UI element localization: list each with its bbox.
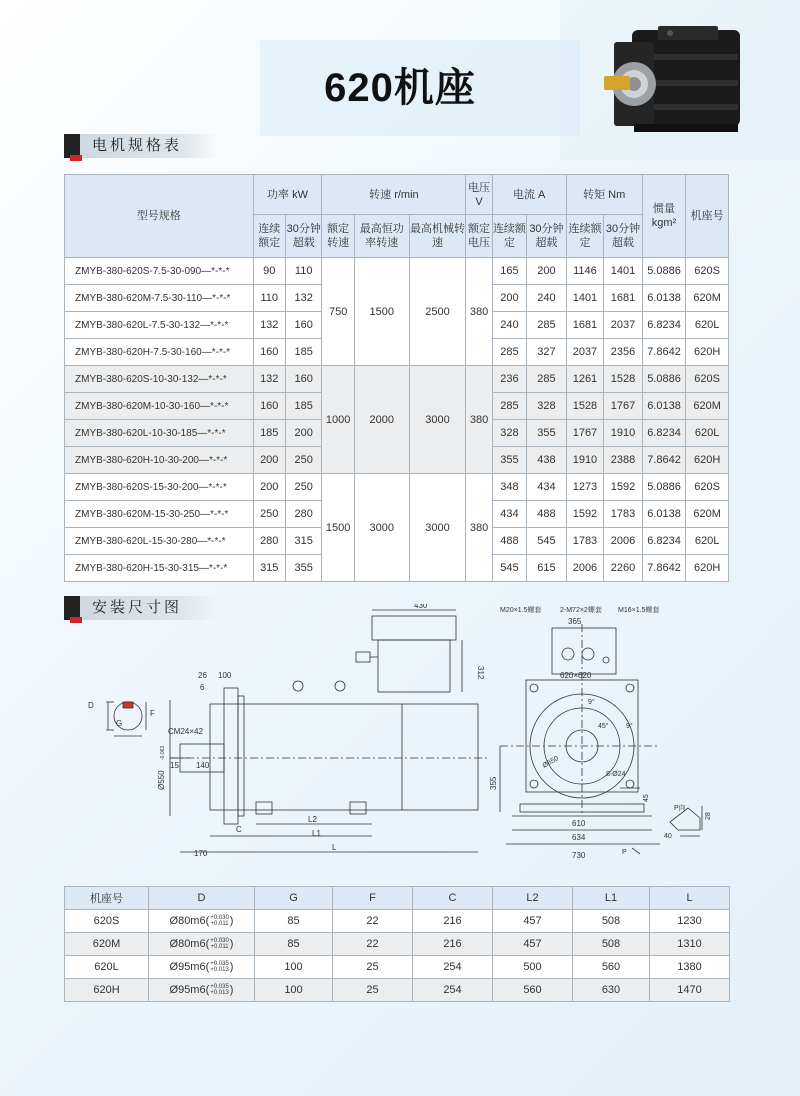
- cell-power-30: 185: [285, 339, 322, 366]
- cell-current-cont: 236: [492, 366, 526, 393]
- cell-l1: 560: [573, 956, 650, 979]
- cell-voltage: 380: [466, 366, 492, 474]
- cell-power-cont: 250: [253, 501, 285, 528]
- spec-table-body: [65, 258, 729, 582]
- cell-inertia: 6.8234: [642, 528, 686, 555]
- cell-rated-speed: 1000: [322, 366, 354, 474]
- cell-inertia: 5.0886: [642, 258, 686, 285]
- cell-torque-cont: 1401: [566, 285, 604, 312]
- cell-model: ZMYB-380-620L-10-30-185—*-*-*: [65, 420, 254, 447]
- cell-torque-cont: 1592: [566, 501, 604, 528]
- header-torque: 转矩 Nm: [566, 175, 642, 215]
- cell-l2: 457: [493, 910, 573, 933]
- header-power-30: 30分钟超载: [285, 215, 322, 258]
- table-row: [65, 366, 729, 393]
- cell-torque-30: 1910: [604, 420, 643, 447]
- dim-key-f: F: [150, 709, 155, 718]
- cell-power-30: 250: [285, 474, 322, 501]
- cell-f: 22: [333, 910, 413, 933]
- end-view: [500, 624, 702, 854]
- header-torque-30: 30分钟超载: [604, 215, 643, 258]
- cell-torque-30: 2388: [604, 447, 643, 474]
- section-title: 电机规格表: [80, 134, 218, 158]
- cell-rated-speed: 1500: [322, 474, 354, 582]
- header-frame: 机座号: [686, 175, 729, 258]
- cell-max-const-power: 2000: [354, 366, 409, 474]
- cell-inertia: 6.8234: [642, 312, 686, 339]
- cell-current-cont: 285: [492, 339, 526, 366]
- cell-max-mech: 2500: [409, 258, 466, 366]
- cell-current-cont: 328: [492, 420, 526, 447]
- header-max-mech: 最高机械转速: [409, 215, 466, 258]
- installation-drawing: [60, 604, 740, 874]
- dimension-table: [64, 886, 730, 1002]
- dimension-table-body: [65, 910, 730, 1002]
- dim-15: 15: [170, 761, 179, 770]
- motor-photo: [604, 24, 744, 134]
- header-max-const-power: 最高恒功率转速: [354, 215, 409, 258]
- cell-power-cont: 185: [253, 420, 285, 447]
- cell-model: ZMYB-380-620L-15-30-280—*-*-*: [65, 528, 254, 555]
- cell-frame: 620S: [686, 366, 729, 393]
- angle-9b: 9°: [626, 723, 633, 730]
- d-nominal: Ø80m6(: [169, 914, 210, 927]
- cell-frame: 620S: [65, 910, 149, 933]
- cell-torque-cont: 1783: [566, 528, 604, 555]
- cell-power-cont: 200: [253, 447, 285, 474]
- cell-inertia: 7.8642: [642, 555, 686, 582]
- d-tolerance: [210, 915, 229, 927]
- dim-634: 634: [572, 833, 586, 842]
- cell-model: ZMYB-380-620M-15-30-250—*-*-*: [65, 501, 254, 528]
- dim-365: 365: [568, 617, 582, 626]
- label-m20: M20×1.5螺套: [500, 607, 542, 614]
- dim-dia550: Ø550: [157, 770, 166, 790]
- header-rated-voltage: 额定电压: [466, 215, 492, 258]
- cell-power-30: 200: [285, 420, 322, 447]
- cell-voltage: 380: [466, 258, 492, 366]
- cell-torque-cont: 1273: [566, 474, 604, 501]
- d-tol-lower: +0.011: [210, 921, 229, 928]
- dim-header: F: [333, 887, 413, 910]
- cell-current-30: 434: [527, 474, 567, 501]
- dim-l2: L2: [308, 815, 317, 824]
- cell-current-cont: 355: [492, 447, 526, 474]
- label-m72: 2-M72×2螺套: [560, 607, 602, 614]
- cell-current-cont: 240: [492, 312, 526, 339]
- dim-holes: 8-Ø24: [606, 771, 626, 778]
- cell-max-const-power: 3000: [354, 474, 409, 582]
- cell-g: 85: [255, 933, 333, 956]
- cell-torque-30: 1401: [604, 258, 643, 285]
- header-power: 功率 kW: [253, 175, 322, 215]
- cell-torque-30: 2037: [604, 312, 643, 339]
- cell-g: 100: [255, 956, 333, 979]
- header-inertia: 惯量 kgm²: [642, 175, 686, 258]
- cell-inertia: 6.0138: [642, 501, 686, 528]
- d-tolerance: [210, 938, 229, 950]
- cell-max-mech: 3000: [409, 366, 466, 474]
- d-tol-lower: +0.011: [210, 944, 229, 951]
- cell-current-cont: 285: [492, 393, 526, 420]
- cell-power-30: 132: [285, 285, 322, 312]
- d-close: ): [229, 983, 234, 996]
- table-row: [65, 910, 730, 933]
- cell-model: ZMYB-380-620S-10-30-132—*-*-*: [65, 366, 254, 393]
- cell-current-30: 200: [527, 258, 567, 285]
- cell-power-cont: 132: [253, 366, 285, 393]
- cell-torque-cont: 1146: [566, 258, 604, 285]
- cell-power-30: 110: [285, 258, 322, 285]
- cell-frame: 620L: [686, 312, 729, 339]
- label-p: P: [622, 849, 627, 856]
- dim-l1: L1: [312, 829, 321, 838]
- cell-torque-cont: 1910: [566, 447, 604, 474]
- header-model: 型号规格: [65, 175, 254, 258]
- cell-torque-30: 2260: [604, 555, 643, 582]
- cell-model: ZMYB-380-620M-10-30-160—*-*-*: [65, 393, 254, 420]
- cell-frame: 620H: [65, 979, 149, 1002]
- cell-c: 216: [413, 910, 493, 933]
- table-row: [65, 474, 729, 501]
- dim-key-g: G: [116, 719, 123, 728]
- cell-c: 254: [413, 979, 493, 1002]
- cell-max-const-power: 1500: [354, 258, 409, 366]
- cell-power-cont: 315: [253, 555, 285, 582]
- dim-100: 100: [218, 671, 232, 680]
- dim-26: 26: [198, 671, 207, 680]
- cell-f: 22: [333, 933, 413, 956]
- cell-voltage: 380: [466, 474, 492, 582]
- cell-torque-30: 1681: [604, 285, 643, 312]
- cell-torque-30: 2356: [604, 339, 643, 366]
- cell-l: 1310: [650, 933, 730, 956]
- header-current-cont: 连续额定: [492, 215, 526, 258]
- d-tol-upper: +0.035: [210, 984, 229, 991]
- motor-body: [210, 704, 478, 810]
- d-tolerance: [210, 984, 229, 996]
- dim-6: 6: [200, 683, 205, 692]
- cell-g: 100: [255, 979, 333, 1002]
- cell-power-30: 355: [285, 555, 322, 582]
- table-row: [65, 979, 730, 1002]
- cell-power-30: 280: [285, 501, 322, 528]
- cell-l1: 508: [573, 933, 650, 956]
- cell-torque-30: 1783: [604, 501, 643, 528]
- dim-40: 40: [664, 833, 672, 840]
- cell-current-30: 285: [527, 366, 567, 393]
- cell-frame: 620L: [65, 956, 149, 979]
- header-speed: 转速 r/min: [322, 175, 466, 215]
- cell-rated-speed: 750: [322, 258, 354, 366]
- dim-355: 355: [489, 776, 498, 790]
- dim-620x620: 620×620: [560, 671, 592, 680]
- cell-power-cont: 110: [253, 285, 285, 312]
- dim-thread: CM24×42: [168, 727, 203, 736]
- spec-table: [64, 174, 729, 582]
- cell-torque-30: 1592: [604, 474, 643, 501]
- label-p-dir: P向: [674, 805, 686, 812]
- dim-l: L: [332, 843, 337, 852]
- dim-28: 28: [705, 812, 712, 820]
- cell-model: ZMYB-380-620M-7.5-30-110—*-*-*: [65, 285, 254, 312]
- d-tol-upper: +0.035: [210, 961, 229, 968]
- dim-140: 140: [196, 761, 210, 770]
- terminal-box-end: [552, 628, 616, 674]
- d-tol-lower: +0.013: [210, 967, 229, 974]
- dim-header: L2: [493, 887, 573, 910]
- cell-current-cont: 200: [492, 285, 526, 312]
- cell-g: 85: [255, 910, 333, 933]
- cell-l: 1380: [650, 956, 730, 979]
- cell-d: [149, 979, 255, 1002]
- header-current: 电流 A: [492, 175, 566, 215]
- angle-9a: 9°: [588, 699, 595, 706]
- cell-torque-cont: 1528: [566, 393, 604, 420]
- cell-inertia: 6.0138: [642, 393, 686, 420]
- cell-l: 1470: [650, 979, 730, 1002]
- cell-frame: 620M: [65, 933, 149, 956]
- dim-header: G: [255, 887, 333, 910]
- header-torque-cont: 连续额定: [566, 215, 604, 258]
- cell-torque-cont: 2037: [566, 339, 604, 366]
- dim-610: 610: [572, 819, 586, 828]
- cell-frame: 620L: [686, 420, 729, 447]
- d-tol-lower: +0.013: [210, 990, 229, 997]
- cell-current-30: 240: [527, 285, 567, 312]
- cell-torque-30: 1528: [604, 366, 643, 393]
- dim-730: 730: [572, 851, 586, 860]
- dim-c: C: [236, 825, 242, 834]
- cell-inertia: 5.0886: [642, 474, 686, 501]
- dim-header: L: [650, 887, 730, 910]
- dim-header: 机座号: [65, 887, 149, 910]
- cell-power-30: 250: [285, 447, 322, 474]
- d-nominal: Ø95m6(: [169, 960, 210, 973]
- cell-max-mech: 3000: [409, 474, 466, 582]
- terminal-box: [378, 640, 450, 692]
- cell-model: ZMYB-380-620L-7.5-30-132—*-*-*: [65, 312, 254, 339]
- cell-frame: 620H: [686, 555, 729, 582]
- cell-l2: 500: [493, 956, 573, 979]
- cell-current-30: 438: [527, 447, 567, 474]
- header-rated-speed: 额定转速: [322, 215, 354, 258]
- cell-torque-cont: 1261: [566, 366, 604, 393]
- section-header-spec: [64, 134, 218, 158]
- dimension-table-header: [65, 887, 730, 910]
- cell-f: 25: [333, 979, 413, 1002]
- dim-dia650: Ø650: [541, 755, 560, 770]
- cell-torque-30: 1767: [604, 393, 643, 420]
- dim-45: 45: [643, 794, 650, 802]
- cell-current-30: 355: [527, 420, 567, 447]
- cell-model: ZMYB-380-620H-10-30-200—*-*-*: [65, 447, 254, 474]
- cell-power-cont: 280: [253, 528, 285, 555]
- page-title: 620机座: [324, 66, 476, 110]
- cell-d: [149, 933, 255, 956]
- front-flange: [224, 688, 238, 824]
- cell-power-cont: 132: [253, 312, 285, 339]
- cell-power-cont: 160: [253, 339, 285, 366]
- side-view: [106, 610, 490, 852]
- cell-power-cont: 90: [253, 258, 285, 285]
- table-row: [65, 258, 729, 285]
- header-power-cont: 连续额定: [253, 215, 285, 258]
- dim-header: C: [413, 887, 493, 910]
- cell-current-30: 615: [527, 555, 567, 582]
- cell-current-30: 327: [527, 339, 567, 366]
- cell-d: [149, 956, 255, 979]
- cell-frame: 620H: [686, 447, 729, 474]
- cell-l: 1230: [650, 910, 730, 933]
- section-title: 安装尺寸图: [80, 596, 218, 620]
- d-close: ): [229, 960, 234, 973]
- cell-power-30: 160: [285, 312, 322, 339]
- cell-inertia: 7.8642: [642, 447, 686, 474]
- cell-current-30: 285: [527, 312, 567, 339]
- cell-d: [149, 910, 255, 933]
- cell-frame: 620M: [686, 285, 729, 312]
- cell-frame: 620S: [686, 258, 729, 285]
- header-current-30: 30分钟超载: [527, 215, 567, 258]
- cell-current-30: 488: [527, 501, 567, 528]
- cell-l1: 630: [573, 979, 650, 1002]
- dim-312: 312: [476, 666, 485, 680]
- dim-header: L1: [573, 887, 650, 910]
- cell-current-cont: 488: [492, 528, 526, 555]
- cell-current-cont: 348: [492, 474, 526, 501]
- header-voltage: 电压 V: [466, 175, 492, 215]
- cell-l1: 508: [573, 910, 650, 933]
- dim-key-d: D: [88, 701, 94, 710]
- cell-torque-30: 2006: [604, 528, 643, 555]
- cell-c: 254: [413, 956, 493, 979]
- cell-frame: 620M: [686, 393, 729, 420]
- cell-frame: 620S: [686, 474, 729, 501]
- cell-l2: 560: [493, 979, 573, 1002]
- cell-frame: 620H: [686, 339, 729, 366]
- angle-45: 45°: [598, 723, 609, 730]
- cell-model: ZMYB-380-620S-15-30-200—*-*-*: [65, 474, 254, 501]
- cell-model: ZMYB-380-620H-15-30-315—*-*-*: [65, 555, 254, 582]
- d-tolerance: [210, 961, 229, 973]
- section-marker: [64, 134, 80, 158]
- cell-torque-cont: 1681: [566, 312, 604, 339]
- cell-model: ZMYB-380-620S-7.5-30-090—*-*-*: [65, 258, 254, 285]
- key: [123, 702, 133, 708]
- table-row: [65, 933, 730, 956]
- dim-430: 430: [414, 604, 428, 610]
- cell-power-30: 185: [285, 393, 322, 420]
- cell-inertia: 6.8234: [642, 420, 686, 447]
- cell-inertia: 5.0886: [642, 366, 686, 393]
- cell-frame: 620L: [686, 528, 729, 555]
- d-tol-upper: +0.030: [210, 915, 229, 922]
- d-nominal: Ø95m6(: [169, 983, 210, 996]
- cell-frame: 620M: [686, 501, 729, 528]
- cell-current-cont: 434: [492, 501, 526, 528]
- label-m16: M16×1.5螺套: [618, 607, 660, 614]
- cell-power-cont: 160: [253, 393, 285, 420]
- table-row: [65, 956, 730, 979]
- dim-170: 170: [194, 849, 208, 858]
- cell-current-cont: 165: [492, 258, 526, 285]
- cell-current-30: 328: [527, 393, 567, 420]
- cell-model: ZMYB-380-620H-7.5-30-160—*-*-*: [65, 339, 254, 366]
- cell-f: 25: [333, 956, 413, 979]
- cell-inertia: 6.0138: [642, 285, 686, 312]
- d-close: ): [229, 914, 234, 927]
- cell-power-30: 315: [285, 528, 322, 555]
- d-tol-upper: +0.030: [210, 938, 229, 945]
- cell-power-30: 160: [285, 366, 322, 393]
- d-close: ): [229, 937, 234, 950]
- cell-l2: 457: [493, 933, 573, 956]
- dim-header: D: [149, 887, 255, 910]
- cell-torque-cont: 2006: [566, 555, 604, 582]
- cell-torque-cont: 1767: [566, 420, 604, 447]
- cell-c: 216: [413, 933, 493, 956]
- d-nominal: Ø80m6(: [169, 937, 210, 950]
- cell-current-cont: 545: [492, 555, 526, 582]
- dim-dia550-tol: -0.063: [160, 745, 166, 760]
- cell-power-cont: 200: [253, 474, 285, 501]
- cell-current-30: 545: [527, 528, 567, 555]
- cell-inertia: 7.8642: [642, 339, 686, 366]
